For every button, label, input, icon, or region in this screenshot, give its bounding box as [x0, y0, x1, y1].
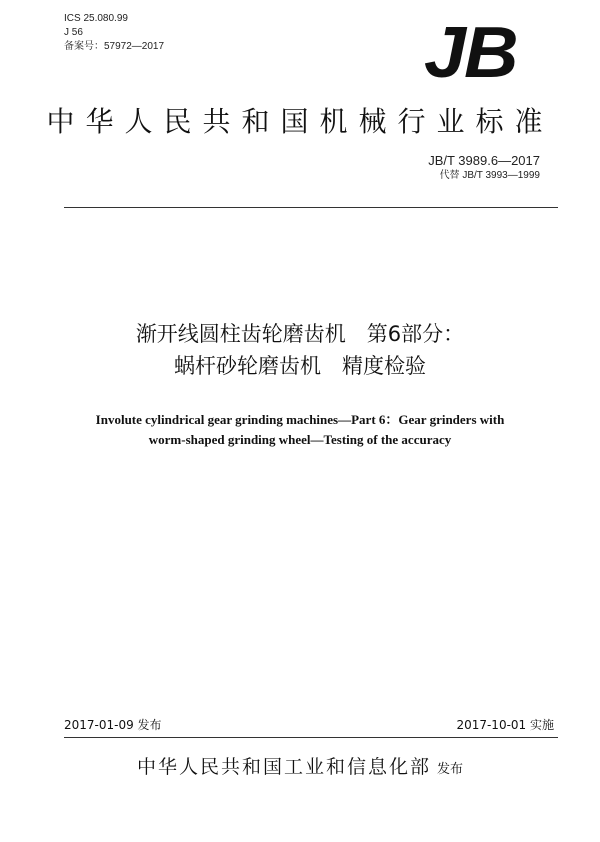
standard-number-block [428, 152, 540, 183]
issuing-organization: 中华人民共和国工业和信息化部 [136, 756, 431, 778]
classification-block [64, 12, 164, 54]
footer-divider [64, 737, 558, 738]
replaces-standard: 代替 JB/T 3993—1999 [439, 170, 540, 181]
standard-number: JB/T 3989.6—2017 [428, 153, 540, 168]
effective-date: 2017-10-01 实施 [456, 718, 554, 732]
english-title-line-1: Involute cylindrical gear grinding machines—Part 6：Gear grinders with [95, 412, 505, 427]
standard-category-title: 中华人民共和国机械行业标准 [46, 105, 554, 138]
english-title [0, 410, 600, 450]
ics-code: ICS 25.080.99 [64, 13, 128, 24]
publish-date: 2017-01-09 发布 [64, 718, 162, 732]
chinese-title [0, 318, 600, 382]
issuer-line [0, 752, 600, 779]
class-code: J 56 [64, 27, 83, 38]
issuer-suffix: 发布 [437, 762, 464, 777]
jb-logo: JB [424, 13, 517, 93]
chinese-title-line-2: 蜗杆砂轮磨齿机 精度检验 [174, 354, 426, 378]
english-title-line-2: worm-shaped grinding wheel—Testing of the accuracy [148, 432, 452, 447]
record-number: 备案号：57972—2017 [64, 41, 165, 52]
header-divider [64, 207, 558, 208]
chinese-title-line-1: 渐开线圆柱齿轮磨齿机 第6部分： [135, 322, 465, 346]
